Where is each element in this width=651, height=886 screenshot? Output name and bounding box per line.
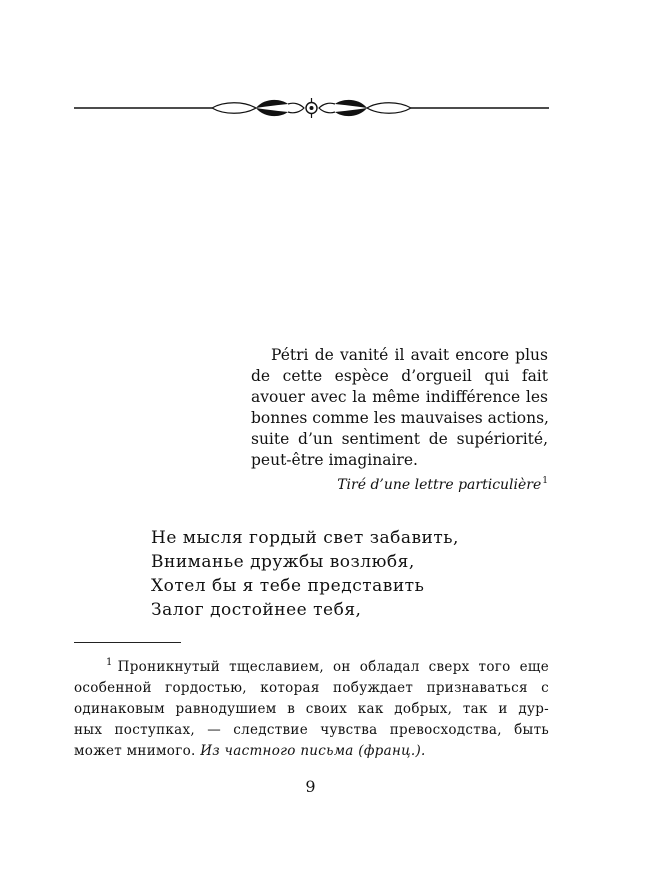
footnote-mark: 1 (106, 657, 113, 668)
footnote (74, 652, 549, 762)
epigraph-line: avouer avec la même indifférence les (251, 388, 548, 406)
epigraph-line: peut-être imaginaire. (251, 451, 418, 469)
page-number: 9 (305, 777, 316, 796)
verse-line: Не мысля гордый свет забавить, (151, 528, 459, 548)
footnote-line (74, 652, 549, 678)
footnote-line (74, 741, 549, 762)
epigraph-line: bonnes comme les mauvaises actions, (251, 409, 549, 427)
footnote-line: одинаковым равнодушием в своих как добрых, так и дур- (74, 701, 549, 717)
footnote-line: особенной гордостью, которая побуждает признаваться с (74, 680, 549, 696)
epigraph (251, 345, 548, 471)
footnote-line: ных поступках, — следствие чувства превосходства, быть (74, 722, 549, 738)
epigraph-source-text: Tiré d’une lettre particulière (337, 477, 542, 493)
verse-line: Вниманье дружбы возлюбя, (151, 552, 415, 572)
epigraph-line: Pétri de vanité il avait encore plus (271, 346, 548, 364)
footnote-text: Проникнутый тщеславием, он обладал сверх того еще (117, 659, 549, 675)
decorative-ornament-rule (74, 92, 549, 124)
footnote-reference[interactable]: 1 (542, 476, 548, 486)
footnote-separator (74, 642, 181, 643)
epigraph-source (251, 471, 548, 495)
verse-line: Хотел бы я тебе представить (151, 576, 425, 596)
verse-stanza (151, 526, 459, 622)
footnote-source-note: Из частного письма (франц.). (200, 743, 426, 759)
verse-line: Залог достойнее тебя, (151, 600, 362, 620)
footnote-text: может мнимого. (74, 743, 201, 759)
epigraph-line: suite d’un sentiment de supériorité, (251, 430, 548, 448)
epigraph-line: de cette espèce d’orgueil qui fait (251, 367, 548, 385)
